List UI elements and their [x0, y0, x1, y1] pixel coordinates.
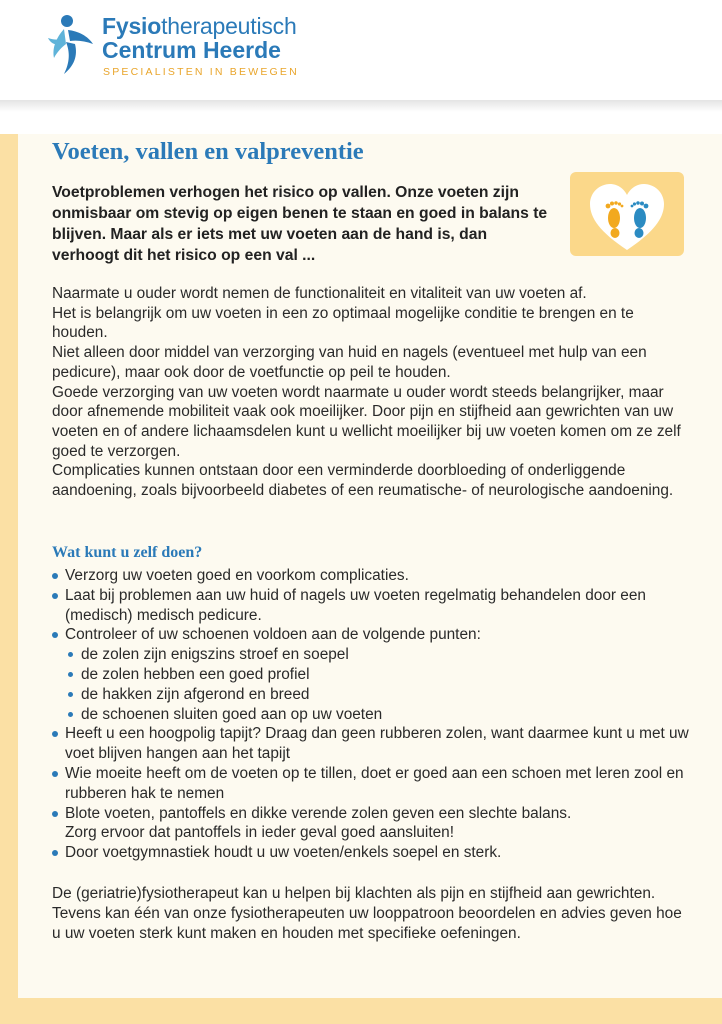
page-header [0, 0, 722, 104]
list-item-text: Zorg ervoor dat pantoffels in ieder geval goed aansluiten! [65, 824, 455, 842]
list-item: Heeft u een hoogpolig tapijt? Draag dan geen rubberen zolen, want daarmee kunt u met uw voet blijven hangen aan het tapijt [50, 724, 700, 764]
body-paragraph: Naarmate u ouder wordt nemen de functionaliteit en vitaliteit van uw voeten af. [52, 285, 587, 302]
logo-wordmark-rest: therapeutisch [161, 13, 297, 39]
list-item [50, 804, 700, 844]
tips-heading: Wat kunt u zelf doen? [52, 544, 203, 561]
sub-list-item: de zolen hebben een goed profiel [65, 665, 700, 685]
logo-tagline: SPECIALISTEN IN BEWEGEN [103, 66, 299, 78]
page-title: Voeten, vallen en valpreventie [52, 138, 364, 165]
list-item-text: Blote voeten, pantoffels en dikke verende zolen geven een slechte balans. [65, 804, 572, 822]
panel-left-accent [0, 134, 18, 1024]
running-figure-logo-icon [48, 14, 94, 76]
panel-bottom-accent [0, 998, 722, 1024]
logo-wordmark-line2: Centrum Heerde [102, 37, 281, 63]
logo-wordmark-line1 [102, 14, 297, 38]
list-item: Laat bij problemen aan uw huid of nagels uw voeten regelmatig behandelen door een (medisch) medisch pedicure. [50, 586, 700, 626]
tips-list [50, 566, 700, 863]
body-paragraph: Goede verzorging van uw voeten wordt naarmate u ouder wordt steeds belangrijker, maar door afnemende mobiliteit vaak ook moeilijker. Door pijn en stijfheid aan gewrichten van uw voeten en of andere lichaamsdelen kunt u wellicht moeilijker bij uw voeten komen om ze zelf goed te verzorgen. [52, 383, 681, 460]
closing-paragraph: De (geriatrie)fysiotherapeut kan u helpen bij klachten als pijn en stijfheid aan gewrichten. Tevens kan één van onze fysiotherapeuten uw looppatroon beoordelen en advies geven hoe u uw voeten sterk kunt maken en houden met specifieke oefeningen. [52, 885, 682, 942]
list-item: Door voetgymnastiek houdt u uw voeten/enkels soepel en sterk. [50, 843, 700, 863]
list-item [50, 625, 700, 724]
body-paragraph: Het is belangrijk om uw voeten in een zo optimaal mogelijke conditie te brengen en te houden. [52, 304, 634, 342]
shoe-checks-list [65, 645, 700, 724]
body-paragraph: Complicaties kunnen ontstaan door een verminderde doorbloeding of onderliggende aandoening, zoals bijvoorbeeld diabetes of een reumatische- of neurologische aandoening. [52, 462, 674, 500]
list-item: Wie moeite heeft om de voeten op te tillen, doet er goed aan een schoen met leren zool en rubberen hak te nemen [50, 764, 700, 804]
sub-list-item: de hakken zijn afgerond en breed [65, 685, 700, 705]
intro-paragraph: Voetproblemen verhogen het risico op vallen. Onze voeten zijn onmisbaar om stevig op eigen benen te staan en goed in balans te blijven. Maar als er iets met uw voeten aan de hand is, dan verhoogt dit het risico op een val ... [52, 184, 548, 264]
logo-wordmark-bold: Fysio [102, 13, 162, 39]
list-item: Verzorg uw voeten goed en voorkom complicaties. [50, 566, 700, 586]
body-text [52, 284, 692, 501]
body-paragraph: Niet alleen door middel van verzorging van huid en nagels (eventueel met hulp van een pedicure), maar ook door de voetfunctie op peil te houden. [52, 344, 647, 381]
header-divider [0, 100, 722, 112]
feet-in-heart-icon [570, 172, 684, 256]
sub-list-item: de zolen zijn enigszins stroef en soepel [65, 645, 700, 665]
sub-list-item: de schoenen sluiten goed aan op uw voeten [65, 705, 700, 725]
feet-illustration [570, 172, 684, 256]
list-item-text: Controleer of uw schoenen voldoen aan de volgende punten: [65, 626, 481, 644]
